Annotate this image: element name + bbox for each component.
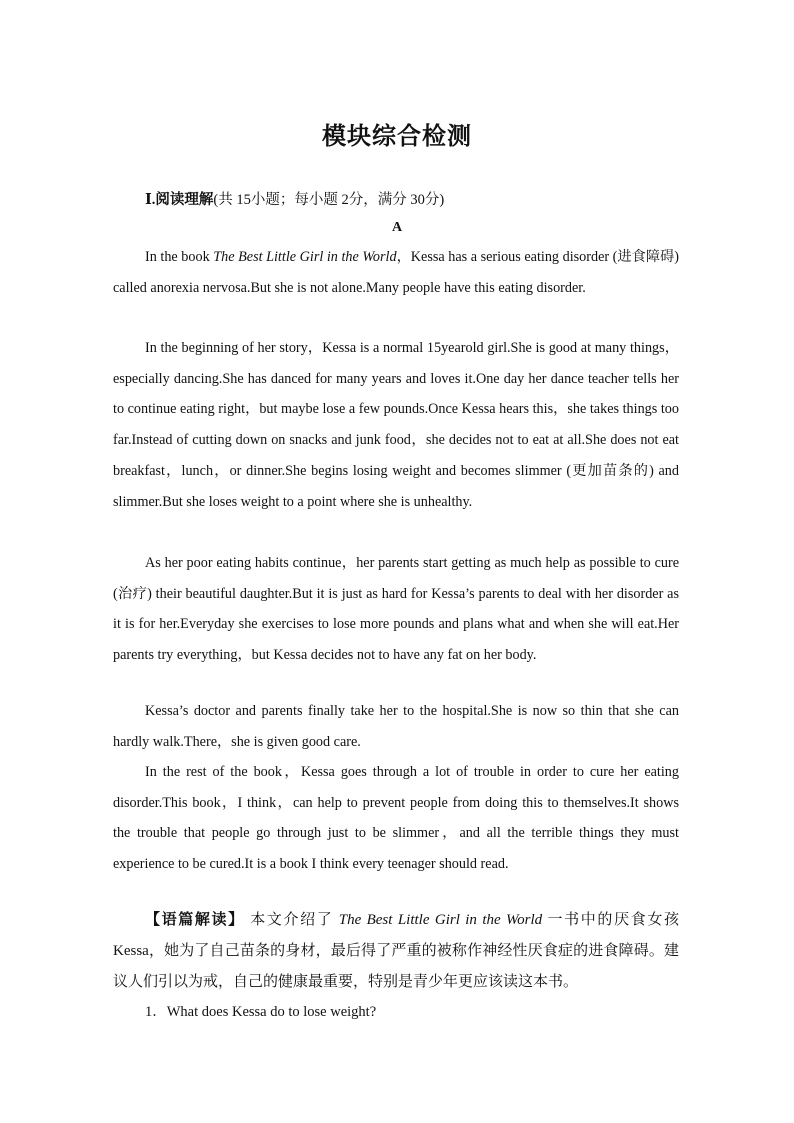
analysis-pre: 本文介绍了 [250, 912, 339, 928]
passage-paragraph-3: As her poor eating habits continue，her parents start getting as much help as possible to cure (治疗) their beautiful daughter.But it is just as hard for Kessa’s parents to deal with her disorder as it is for her.Everyday she exercises to lose more pounds and plans what and when she will eat.Her parents try everything，but Kessa decides not to have any fat on her body. [113, 555, 679, 664]
book-title: The Best Little Girl in the World [213, 249, 397, 265]
analysis-post: 一书中的厌食女孩 Kessa，她为了自己苗条的身材，最后得了严重的被称作神经性厌食症的进食障碍。建议人们引以为戒，自己的健康最重要，特别是青少年更应该读这本书。 [113, 912, 679, 990]
analysis-book-title: The Best Little Girl in the World [338, 912, 543, 928]
question-1: 1．What does Kessa do to lose weight? [145, 1004, 377, 1020]
page-title: 模块综合检测 [322, 122, 472, 150]
passage-paragraph-5: In the rest of the book，Kessa goes through a lot of trouble in order to cure her eating disorder.This book，I think，can help to prevent people from doing this to themselves.It shows the trouble that people go through just to be slimmer，and all the terrible things they must experience to be cured.It is a book I think every teenager should read. [113, 764, 679, 873]
section-heading [145, 188, 444, 209]
section-heading-label: Ⅰ.阅读理解 [145, 192, 214, 208]
passage-paragraph-4: Kessa’s doctor and parents finally take her to the hospital.She is now so thin that she can hardly walk.There，she is given good care. [113, 703, 679, 750]
section-heading-detail: (共 15小题；每小题 2分，满分 30分) [213, 192, 445, 208]
passage-label: A [391, 220, 403, 235]
paragraph-1-pre: In the book [145, 249, 214, 265]
discourse-analysis [113, 905, 679, 998]
passage-paragraph-2: In the beginning of her story，Kessa is a normal 15yearold girl.She is good at many things，especially dancing.She has danced for many years and loves it.One day her dance teacher tells her to continue eating right，but maybe lose a few pounds.Once Kessa hears this，she takes things too far.Instead of cutting down on snacks and junk food，she decides not to eat at all.She does not eat breakfast，lunch，or dinner.She begins losing weight and becomes slimmer (更加苗条的) and slimmer.But she loses weight to a point where she is unhealthy. [113, 340, 679, 510]
paragraph-1-post: ，Kessa has a serious eating disorder (进食障碍) called anorexia nervosa.But she is not alone.Many people have this eating disorder. [113, 249, 679, 296]
analysis-tag: 【语篇解读】 [145, 912, 245, 928]
passage-paragraph-1 [113, 242, 679, 303]
